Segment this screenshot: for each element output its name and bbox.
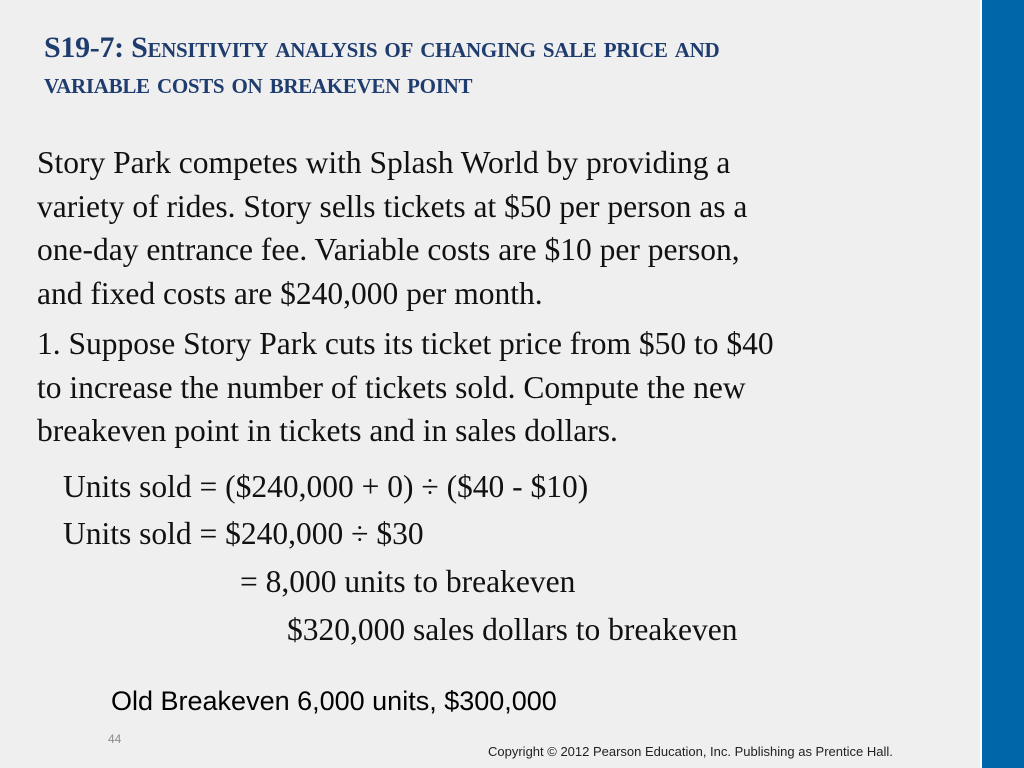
intro-line: Story Park competes with Splash World by providing a — [37, 145, 731, 180]
old-breakeven-note: Old Breakeven 6,000 units, $300,000 — [111, 686, 557, 716]
question-line: to increase the number of tickets sold. Compute the new — [37, 369, 746, 405]
calc-line-units-result: = 8,000 units to breakeven — [240, 564, 576, 599]
question-line: 1. Suppose Story Park cuts its ticket price from $50 to $40 — [37, 326, 774, 361]
calc-line-units-formula: Units sold = ($240,000 + 0) ÷ ($40 - $10) — [63, 469, 589, 504]
title-line: variable costs on breakeven point — [44, 67, 473, 100]
intro-line: one-day entrance fee. Variable costs are $10 per person, — [37, 232, 740, 267]
accent-sidebar — [982, 0, 1024, 768]
calc-line-sales-result: $320,000 sales dollars to breakeven — [287, 612, 738, 647]
question-line: breakeven point in tickets and in sales dollars. — [37, 413, 618, 448]
question-paragraph — [37, 322, 977, 453]
copyright-footer: Copyright © 2012 Pearson Education, Inc. Publishing as Prentice Hall. — [488, 744, 893, 759]
page-number: 44 — [108, 732, 122, 746]
intro-line: and fixed costs are $240,000 per month. — [37, 275, 543, 311]
intro-line: variety of rides. Story sells tickets at $50 per person as a — [37, 188, 748, 224]
calc-line-units-division: Units sold = $240,000 ÷ $30 — [63, 516, 424, 551]
intro-paragraph — [37, 141, 977, 315]
title-line: S19-7: Sensitivity analysis of changing sale price and — [44, 31, 720, 64]
slide-title — [44, 30, 944, 102]
